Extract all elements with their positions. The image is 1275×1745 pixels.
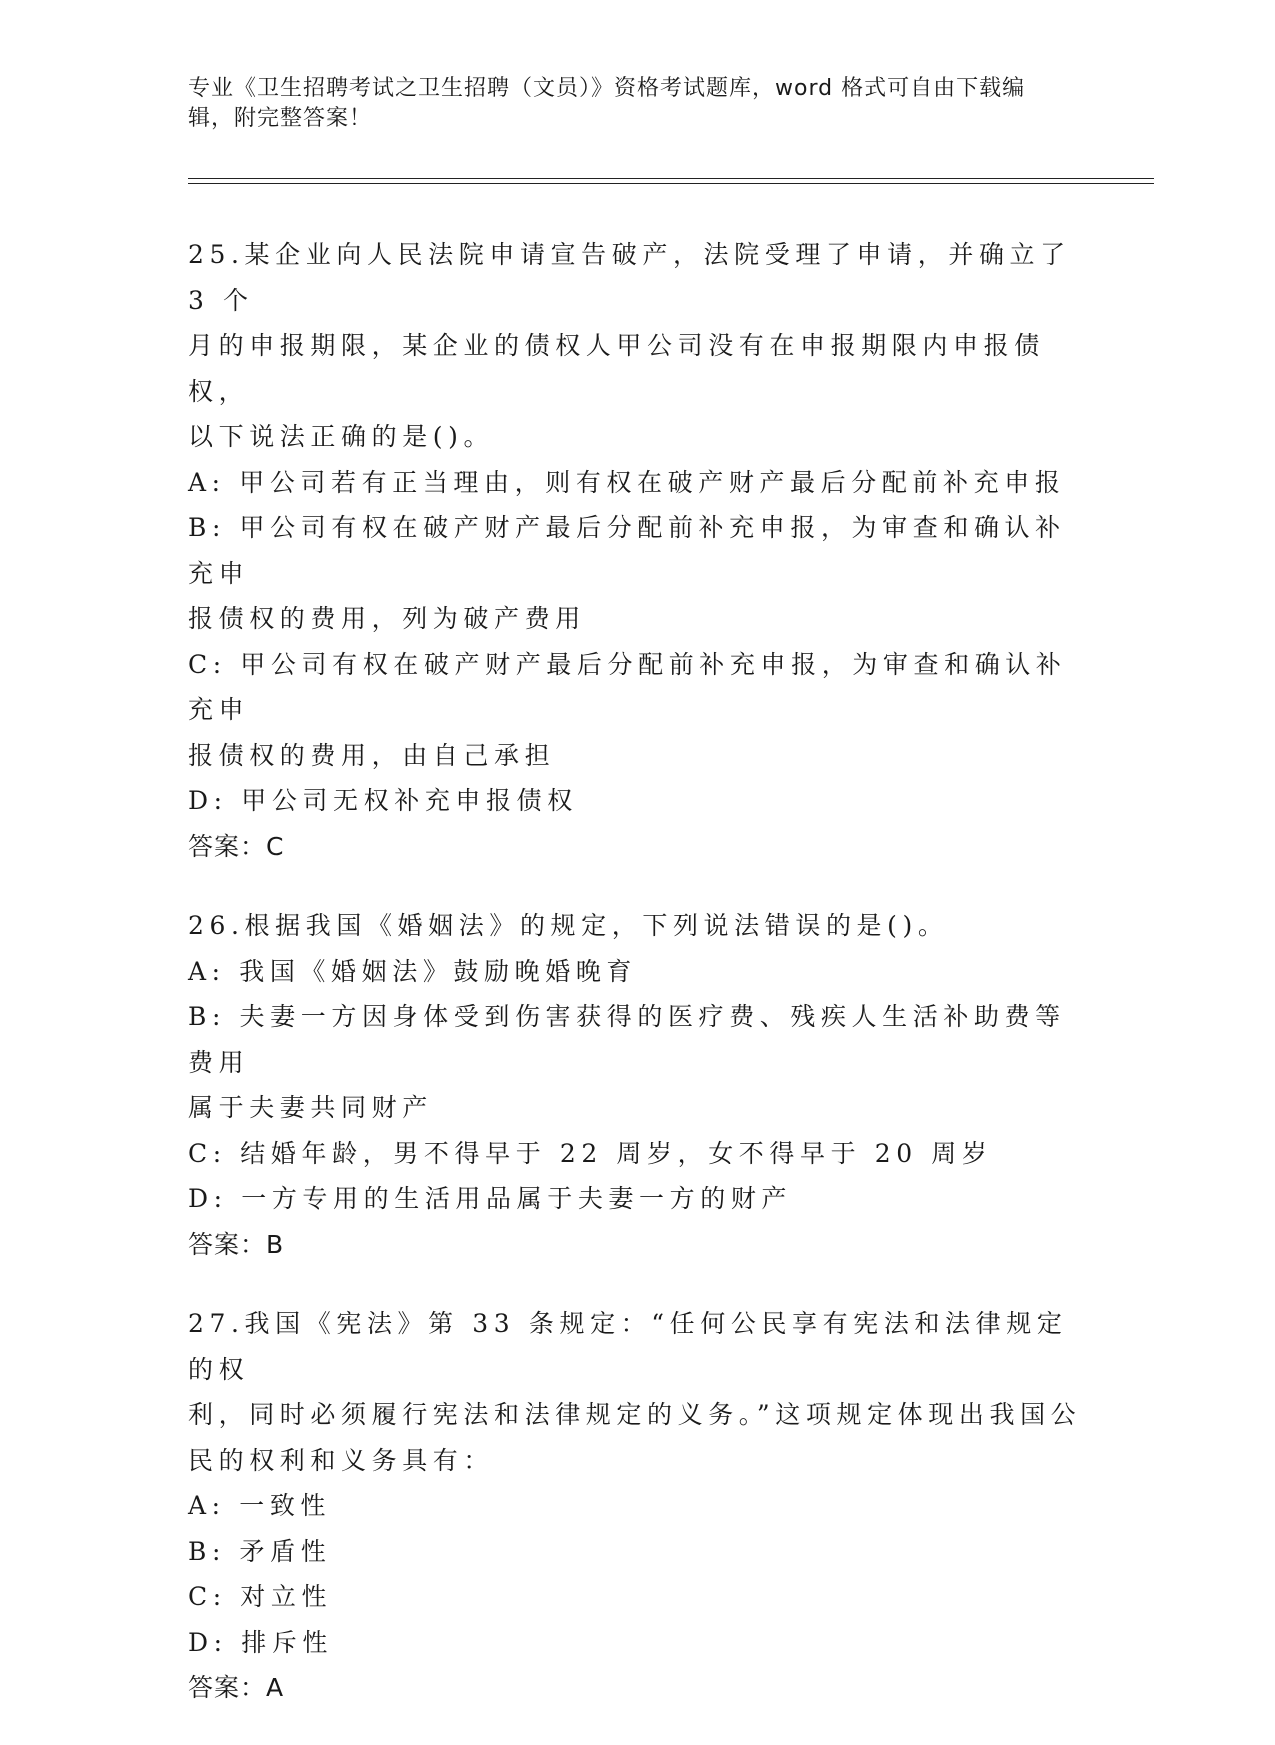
question-stem-line: 利，同时必须履行宪法和法律规定的义务。”这项规定体现出我国公 [188, 1400, 1082, 1429]
option-line: A: 甲公司若有正当理由，则有权在破产财产最后分配前补充申报 [188, 467, 1066, 497]
question-stem-line: 26.根据我国《婚姻法》的规定，下列说法错误的是()。 [188, 911, 949, 940]
answer-label: 答案：A [188, 1673, 285, 1702]
question-list [188, 232, 1088, 1745]
question-27 [188, 1301, 1088, 1711]
option-line: A: 我国《婚姻法》鼓励晚婚晚育 [188, 956, 638, 986]
option-line: D: 排斥性 [188, 1627, 334, 1657]
option-line: C: 结婚年龄，男不得早于 22 周岁，女不得早于 20 周岁 [188, 1138, 993, 1168]
question-26 [188, 903, 1088, 1267]
question-stem-line: 25.某企业向人民法院申请宣告破产，法院受理了申请，并确立了 3 个 [188, 240, 1085, 315]
option-line: 报债权的费用，由自己承担 [188, 740, 556, 770]
option-line: D: 甲公司无权补充申报债权 [188, 786, 578, 815]
option-line: B: 矛盾性 [188, 1536, 332, 1566]
document-header: 专业《卫生招聘考试之卫生招聘（文员）》资格考试题库，word 格式可自由下载编辑，附完整答案！ [188, 76, 1026, 131]
answer-label: 答案：C [188, 831, 285, 861]
question-stem-line: 以下说法正确的是()。 [188, 422, 495, 451]
question-25 [188, 232, 1088, 869]
option-line: D: 一方专用的生活用品属于夫妻一方的财产 [188, 1184, 793, 1213]
header-divider-bottom [188, 183, 1154, 184]
option-line: C: 对立性 [188, 1582, 333, 1611]
option-line: C: 甲公司有权在破产财产最后分配前补充申报，为审查和确认补充申 [188, 649, 1067, 724]
question-stem-line: 民的权利和义务具有： [188, 1445, 495, 1475]
answer-label: 答案：B [188, 1229, 285, 1259]
question-stem-line: 27.我国《宪法》第 33 条规定：“任何公民享有宪法和法律规定的权 [188, 1309, 1068, 1384]
question-stem-line: 月的申报期限，某企业的债权人甲公司没有在申报期限内申报债权， [188, 331, 1045, 406]
option-line: 属于夫妻共同财产 [188, 1093, 433, 1122]
header-divider-top [188, 178, 1154, 179]
option-line: 报债权的费用，列为破产费用 [188, 604, 586, 633]
option-line: B: 夫妻一方因身体受到伤害获得的医疗费、残疾人生活补助费等费用 [188, 1002, 1066, 1077]
option-line: B: 甲公司有权在破产财产最后分配前补充申报，为审查和确认补充申 [188, 513, 1066, 588]
option-line: A: 一致性 [188, 1491, 332, 1520]
